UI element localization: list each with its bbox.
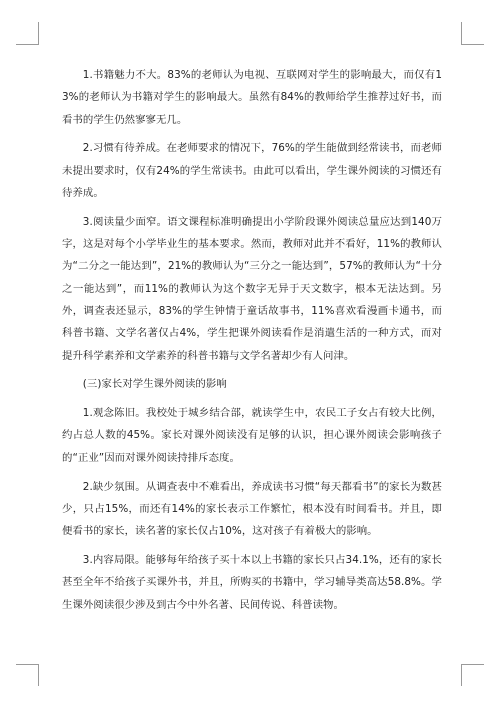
crop-mark-bottom-right (461, 664, 462, 686)
crop-mark-top-right (461, 22, 462, 44)
paragraph-content-limits: 3.内容局限。能够每年给孩子买十本以上书籍的家长只占34.1%，还有的家长甚至全年不给孩子买课外书，并且，所购买的书籍中，学习辅导类高达58.8%。学生课外阅读很少涉及到古今中外名著、民间传说、科普读物。 (62, 553, 442, 611)
paragraph-lack-atmosphere: 2.缺少氛围。从调查表中不难看出，养成读书习惯“每天都看书”的家长为数甚少，只占15%，而还有14%的家长表示工作繁忙，根本没有时间看书。并且，即便看书的家长，读名著的家长仅占10%，这对孩子有着极大的影响。 (62, 480, 442, 538)
paragraph-reading-volume: 3.阅读量少面窄。语文课程标准明确提出小学阶段课外阅读总量应达到140万字，这是对每个小学毕业生的基本要求。然而，教师对此并不看好，11%的教师认为“二分之一能达到”，21%的教师认为“三分之一能达到”，57%的教师认为“十分之一能达到”，而11%的教师认为这个数字无异于天文数字，根本无法达到。另外，调查表还显示，83%的学生钟情于童话故事书，11%喜欢看漫画卡通书，而科普书籍、文学名著仅占4%，学生把课外阅读看作是消遣生活的一种方式，而对提升科学素养和文学素养的科普书籍与文学名著却少有人问津。 (62, 215, 442, 362)
crop-mark-top-right (461, 44, 484, 45)
paragraph-old-concepts: 1.观念陈旧。我校处于城乡结合部，就读学生中，农民工子女占有较大比例，约占总人数的45%。家长对课外阅读没有足够的认识，担心课外阅读会影响孩子的“正业”因而对课外阅读持排斥态度。 (62, 407, 442, 464)
crop-mark-bottom-left (38, 664, 39, 686)
crop-mark-top-left (16, 44, 39, 45)
section-heading-parents: (三)家长对学生课外阅读的影响 (82, 378, 227, 391)
document-body (62, 64, 442, 622)
crop-mark-bottom-left (16, 664, 39, 665)
crop-mark-top-left (38, 22, 39, 44)
paragraph-reading-habit: 2.习惯有待养成。在老师要求的情况下，76%的学生能做到经常读书，而老师未提出要求时，仅有24%的学生常读书。由此可以看出，学生课外阅读的习惯还有待养成。 (62, 142, 442, 199)
crop-mark-bottom-right (461, 664, 484, 665)
paragraph-book-appeal: 1.书籍魅力不大。83%的老师认为电视、互联网对学生的影响最大，而仅有13%的老师认为书籍对学生的影响最大。虽然有84%的教师给学生推荐过好书，而看书的学生仍然寥寥无几。 (62, 69, 442, 126)
